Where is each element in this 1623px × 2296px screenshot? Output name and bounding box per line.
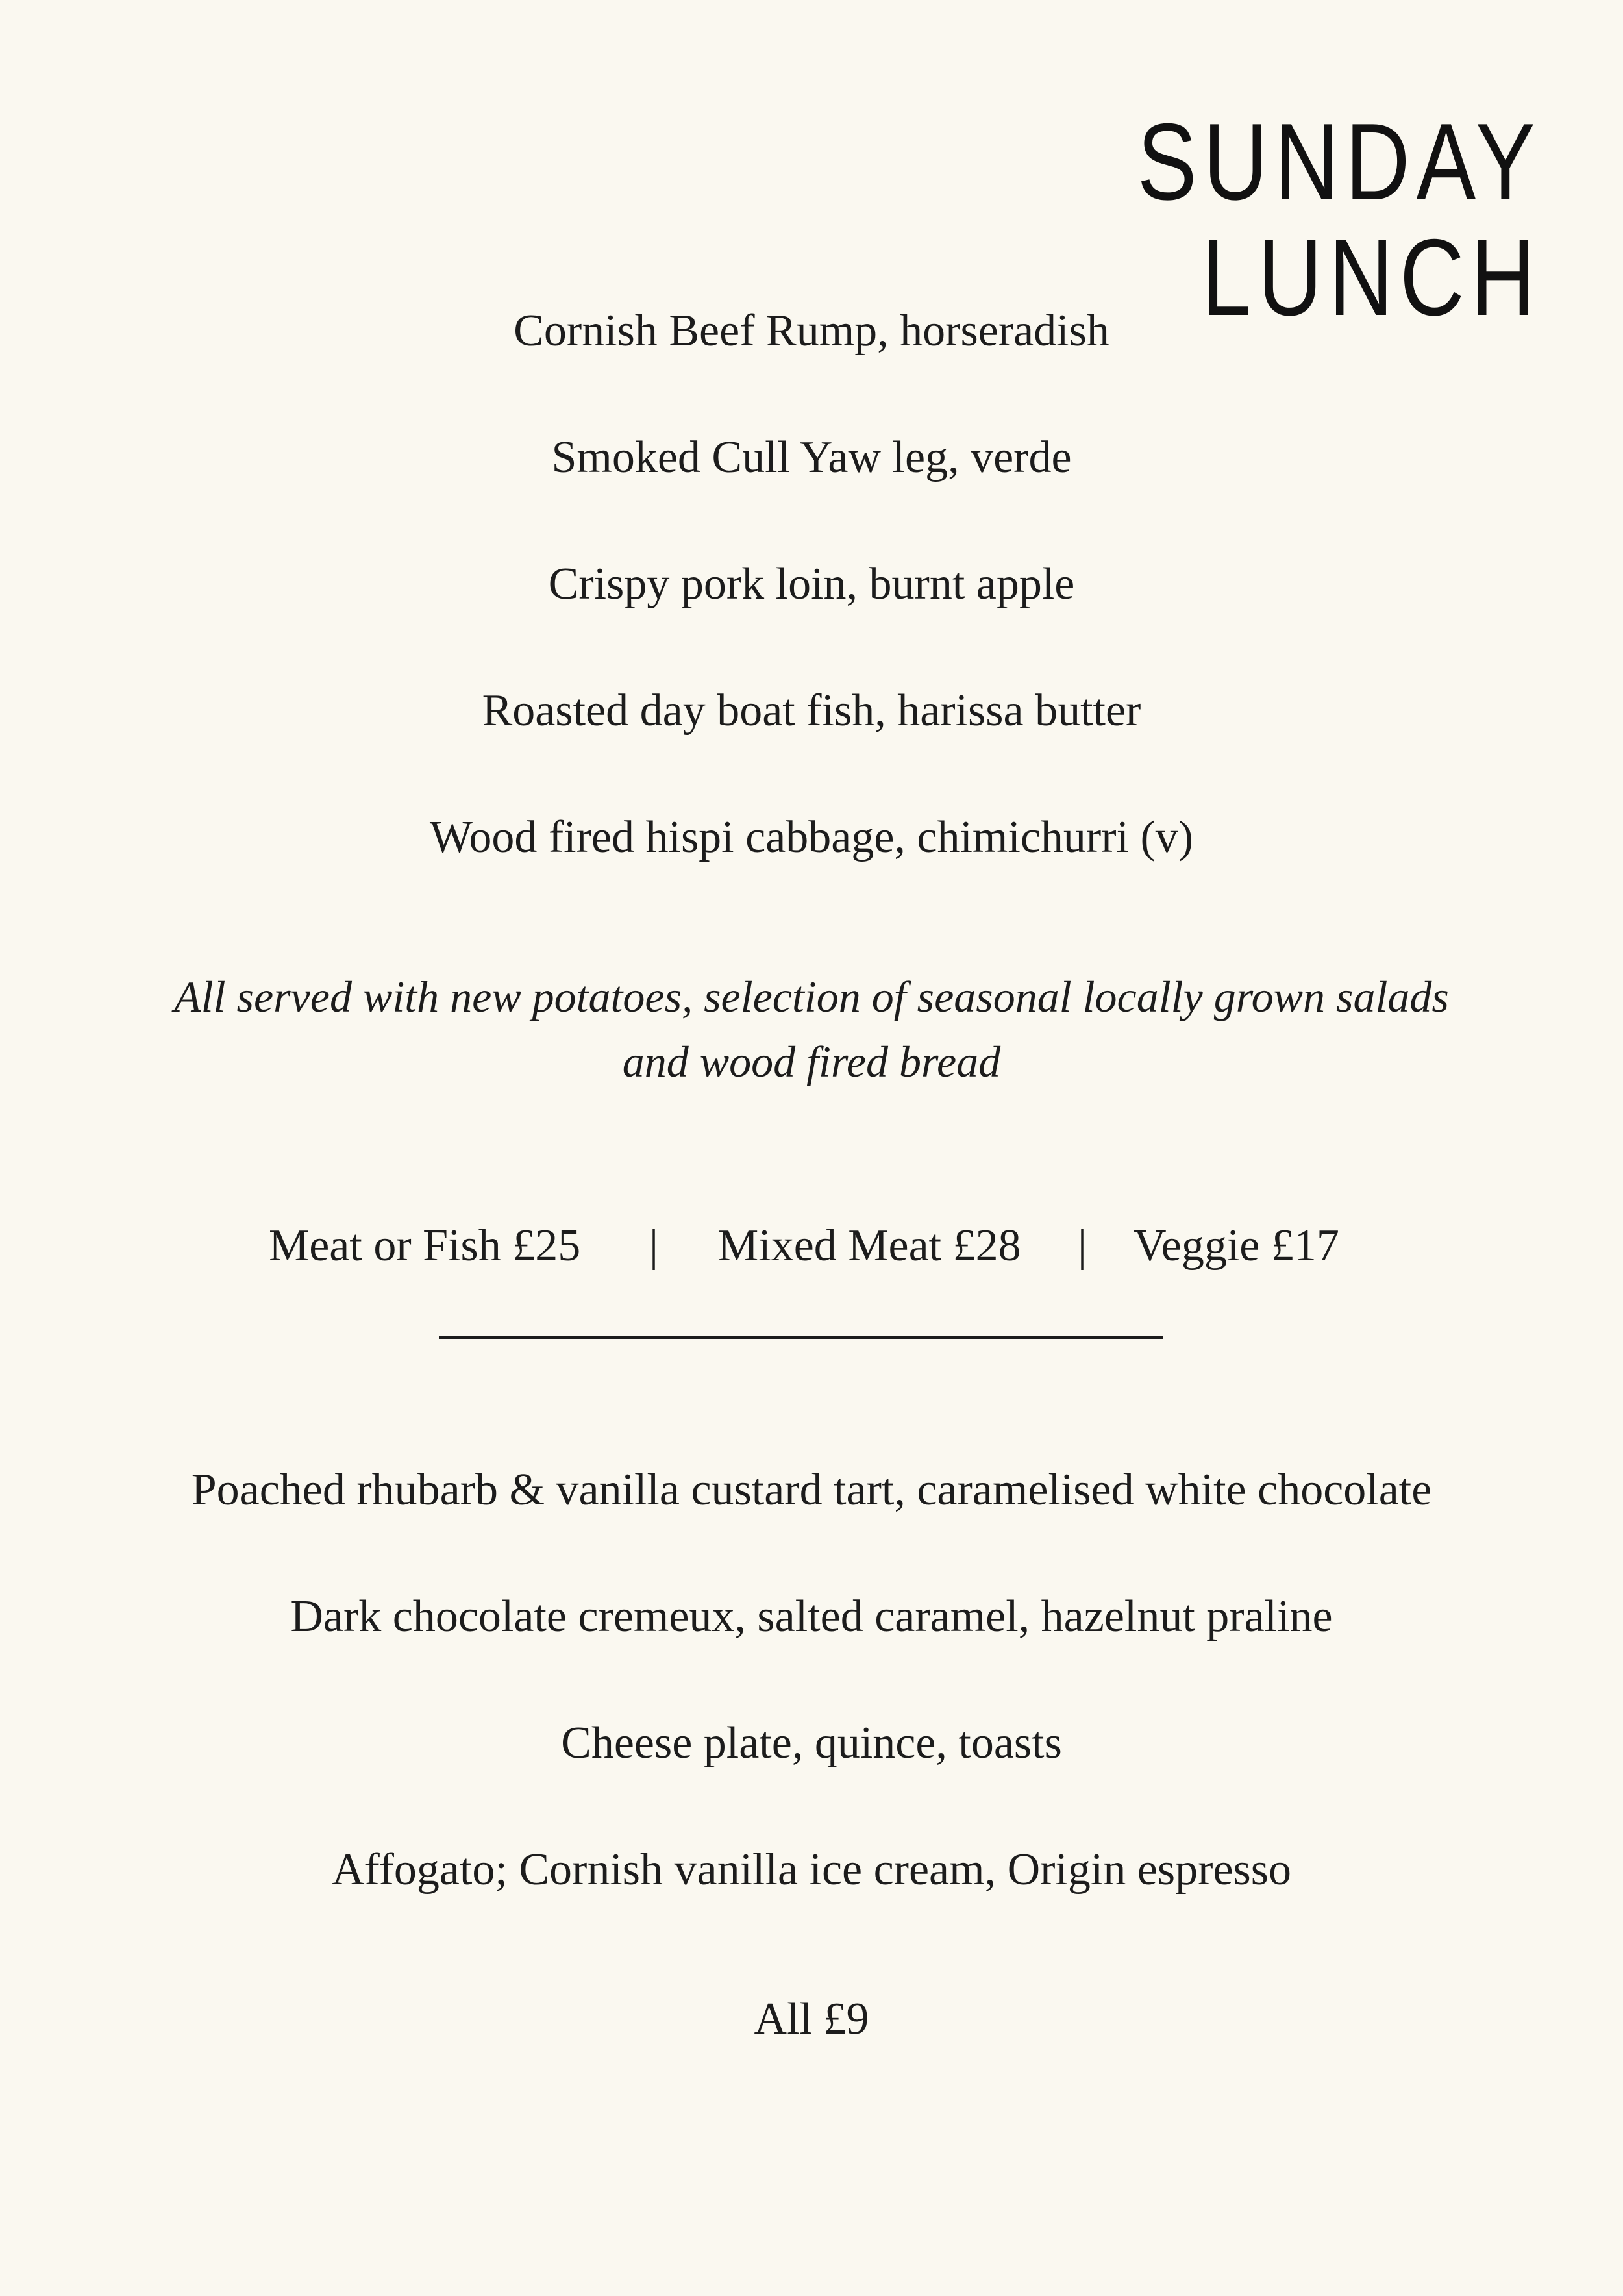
section-divider	[439, 1336, 1163, 1339]
main-item-fish: Roasted day boat fish, harissa butter	[482, 686, 1141, 736]
served-with-line-1: All served with new potatoes, selection of seasonal locally grown salads	[174, 972, 1449, 1021]
main-item-cabbage: Wood fired hispi cabbage, chimichurri (v)	[429, 812, 1194, 862]
main-item-beef: Cornish Beef Rump, horseradish	[514, 306, 1109, 356]
main-item-pork: Crispy pork loin, burnt apple	[548, 559, 1075, 609]
main-item-cull-yaw: Smoked Cull Yaw leg, verde	[551, 432, 1072, 482]
dessert-item-affogato: Affogato; Cornish vanilla ice cream, Origin espresso	[331, 1845, 1292, 1895]
dessert-item-rhubarb-tart: Poached rhubarb & vanilla custard tart, caramelised white chocolate	[191, 1465, 1432, 1515]
dessert-item-cheese-plate: Cheese plate, quince, toasts	[561, 1718, 1062, 1768]
menu-title	[1137, 101, 1542, 338]
dessert-item-chocolate-cremeux: Dark chocolate cremeux, salted caramel, hazelnut praline	[290, 1591, 1333, 1641]
served-with-line-2: and wood fired bread	[622, 1037, 1001, 1086]
price-veggie: Veggie £17	[1134, 1221, 1339, 1271]
title-line-1: SUNDAY	[1137, 101, 1542, 223]
price-separator: |	[1078, 1221, 1087, 1271]
title-line-2: LUNCH	[1202, 216, 1542, 338]
dessert-price: All £9	[754, 1994, 869, 2044]
price-separator: |	[649, 1221, 659, 1271]
price-mixed-meat: Mixed Meat £28	[718, 1221, 1021, 1271]
price-meat-or-fish: Meat or Fish £25	[269, 1221, 581, 1271]
